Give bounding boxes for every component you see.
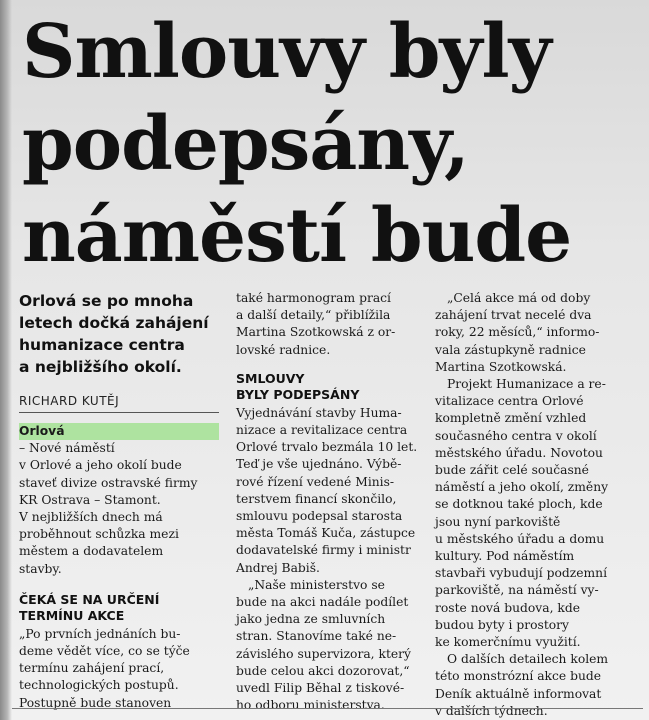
text-line: Projekt Humanizace a re- bbox=[447, 377, 606, 392]
text-line: náměstí a jeho okolí, změny bbox=[435, 480, 609, 495]
text-line: stavbaři vybudují podzemní bbox=[435, 566, 608, 581]
text-line: bude na akci nadále podílet bbox=[236, 595, 409, 610]
text-line: terstvem financí skončilo, bbox=[236, 491, 397, 506]
text-line: bude zářit celé současné bbox=[435, 463, 589, 478]
article-column-3 bbox=[435, 290, 640, 720]
text-line: Postupně bude stanoven bbox=[19, 695, 172, 710]
text-line: KR Ostrava – Stamont. bbox=[19, 492, 161, 507]
paragraph bbox=[19, 423, 219, 578]
subheading-line: BYLY PODEPSÁNY bbox=[236, 386, 360, 402]
lead-line: humanizace centra bbox=[19, 336, 185, 354]
headline-line: podepsány, bbox=[22, 101, 469, 187]
subheading bbox=[236, 371, 428, 403]
subheading bbox=[19, 592, 219, 624]
text-line: vala zástupkyně radnice bbox=[435, 342, 586, 357]
text-line: kultury. Pod náměstím bbox=[435, 549, 575, 564]
paragraph bbox=[19, 626, 219, 712]
dateline-highlight: Orlová bbox=[19, 423, 219, 440]
subheading-line: ČEKÁ SE NA URČENÍ bbox=[19, 591, 160, 607]
paragraph bbox=[236, 405, 428, 577]
text-line: roky, 22 měsíců,“ informo- bbox=[435, 325, 600, 340]
text-line: bude celou akci dozorovat,“ bbox=[236, 663, 410, 678]
text-line: Deník aktuálně informovat bbox=[435, 686, 602, 701]
text-line: také harmonogram prací bbox=[236, 291, 391, 305]
lead-line: letech dočká zahájení bbox=[19, 314, 209, 332]
text-line: rové řízení vedené Minis- bbox=[236, 474, 395, 489]
text-line: jako jedna ze smluvních bbox=[236, 612, 386, 627]
headline-line: náměstí bude bbox=[22, 193, 572, 279]
text-line: městem a dodavatelem bbox=[19, 544, 164, 559]
text-line: budou byty i prostory bbox=[435, 617, 569, 632]
text-line: staveť divize ostravské firmy bbox=[19, 475, 198, 490]
text-line: stran. Stanovíme také ne- bbox=[236, 629, 397, 644]
text-line: stavby. bbox=[19, 561, 62, 576]
text-line: – Nové náměstí bbox=[19, 441, 115, 456]
text-line: ho odboru ministerstva. bbox=[236, 698, 385, 713]
text-line: Andrej Babiš. bbox=[236, 560, 320, 575]
text-line: u městského úřadu a domu bbox=[435, 531, 605, 546]
text-line: parkoviště, na náměstí vy- bbox=[435, 583, 599, 598]
text-line: závislého supervizora, který bbox=[236, 646, 411, 661]
subheading-line: TERMÍNU AKCE bbox=[19, 607, 125, 623]
text-line: V nejbližších dnech má bbox=[19, 510, 163, 525]
text-line: deme vědět více, co se týče bbox=[19, 644, 190, 659]
text-line: Vyjednávání stavby Huma- bbox=[236, 405, 402, 420]
headline-line: Smlouvy byly bbox=[22, 9, 551, 95]
text-line: Orlové trvalo bezmála 10 let. bbox=[236, 440, 418, 455]
text-line: se dotknou také ploch, kde bbox=[435, 497, 603, 512]
text-line: kompletně změní vzhled bbox=[435, 411, 587, 426]
text-line: zahájení trvat necelé dva bbox=[435, 308, 592, 323]
paragraph bbox=[236, 290, 428, 359]
headline bbox=[22, 6, 642, 282]
text-line: současného centra v okolí bbox=[435, 428, 597, 443]
text-line: Martina Szotkowská. bbox=[435, 359, 567, 374]
text-line: města Tomáš Kuča, zástupce bbox=[236, 526, 416, 541]
paragraph bbox=[435, 376, 640, 651]
subheading-line: SMLOUVY bbox=[236, 370, 305, 386]
text-line: Teď je vše ujednáno. Výbě- bbox=[236, 457, 402, 472]
text-line: vitalizace centra Orlové bbox=[435, 394, 584, 409]
paragraph bbox=[435, 290, 640, 376]
text-line: proběhnout schůzka mezi bbox=[19, 527, 179, 542]
lead-line: Orlová se po mnoha bbox=[19, 292, 194, 310]
text-line: uvedl Filip Běhal z tiskové- bbox=[236, 681, 405, 696]
paragraph bbox=[236, 577, 428, 715]
article-column-1 bbox=[19, 290, 219, 712]
text-line: městského úřadu. Novotou bbox=[435, 445, 603, 460]
text-line: této monstrózní akce bude bbox=[435, 669, 602, 684]
lead-line: a nejbližšího okolí. bbox=[19, 358, 182, 376]
text-line: jsou nyní parkoviště bbox=[435, 514, 561, 529]
text-line: „Po prvních jednáních bu- bbox=[19, 626, 181, 641]
text-line: termínu zahájení prací, bbox=[19, 661, 165, 676]
text-line: technologických postupů. bbox=[19, 678, 179, 693]
text-line: v Orlové a jeho okolí bude bbox=[19, 458, 182, 473]
text-line: lovské radnice. bbox=[236, 342, 331, 357]
article-column-2 bbox=[236, 290, 428, 714]
text-line: smlouvu podepsal starosta bbox=[236, 509, 403, 524]
lead-paragraph bbox=[19, 290, 219, 378]
text-line: O dalších detailech kolem bbox=[447, 652, 609, 667]
text-line: dodavatelské firmy i ministr bbox=[236, 543, 411, 558]
text-line: ke komerčnímu využití. bbox=[435, 635, 581, 650]
text-line: „Naše ministerstvo se bbox=[248, 577, 385, 592]
text-line: a další detaily,“ přiblížila bbox=[236, 308, 391, 323]
text-line: roste nová budova, kde bbox=[435, 600, 580, 615]
paragraph bbox=[435, 651, 640, 720]
author-byline: RICHARD KUTĚJ bbox=[19, 394, 219, 413]
text-line: „Celá akce má od doby bbox=[447, 291, 591, 305]
text-line: nizace a revitalizace centra bbox=[236, 423, 408, 438]
text-line: v dalších týdnech. bbox=[435, 703, 548, 718]
bottom-divider bbox=[12, 708, 643, 709]
page-fold-shadow bbox=[0, 0, 12, 720]
text-line: Martina Szotkowská z or- bbox=[236, 325, 396, 340]
